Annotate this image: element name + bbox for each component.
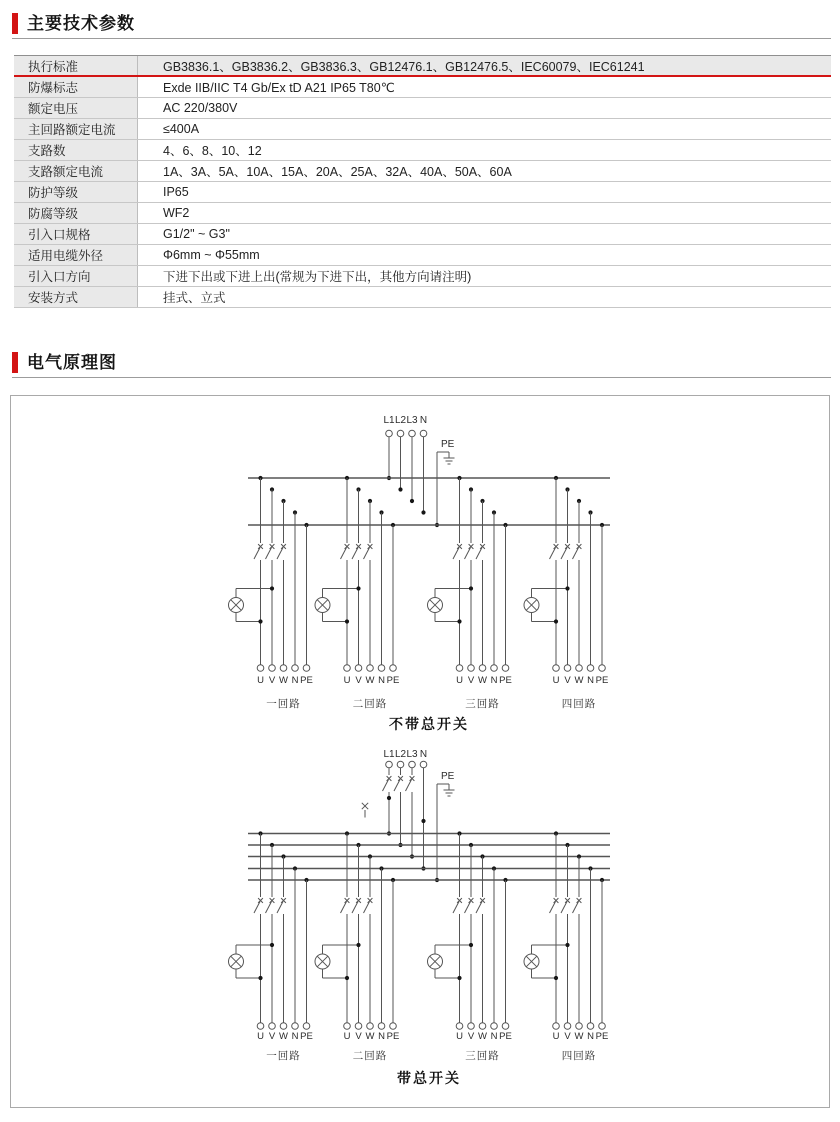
table-row	[14, 266, 831, 287]
branch-label: 二回路	[352, 1050, 388, 1062]
terminal-label: PE	[386, 1031, 400, 1042]
terminal-label: W	[365, 675, 375, 686]
param-label: 额定电压	[14, 98, 138, 118]
terminal-label: U	[552, 675, 560, 686]
terminal-label: N	[587, 675, 594, 686]
param-value: AC 220/380V	[163, 101, 238, 115]
branch-label: 四回路	[561, 698, 597, 710]
diagram-title: 带总开关	[397, 1070, 461, 1086]
terminal-label: U	[257, 1031, 264, 1042]
terminal-label: U	[552, 1031, 560, 1042]
incoming-label: N	[419, 415, 428, 426]
terminal-label: PE	[595, 1031, 609, 1042]
terminal-label: N	[587, 1031, 594, 1042]
table-row	[14, 224, 831, 245]
terminal-label: W	[574, 1031, 584, 1042]
terminal-label: V	[564, 1031, 571, 1042]
param-label: 执行标准	[14, 56, 138, 75]
diagram-title: 不带总开关	[389, 716, 469, 732]
table-row	[14, 287, 831, 308]
table-row	[14, 77, 831, 98]
branch-label: 四回路	[561, 1050, 597, 1062]
terminal-label: W	[279, 675, 288, 686]
pe-label: PE	[441, 771, 455, 782]
red-bar-icon	[12, 352, 18, 373]
terminal-label: PE	[300, 1031, 313, 1042]
terminal-label: U	[456, 675, 463, 686]
param-value: G1/2" ~ G3"	[163, 227, 230, 241]
terminal-label: V	[355, 675, 362, 686]
param-label: 防护等级	[14, 182, 138, 202]
terminal-label: W	[365, 1031, 375, 1042]
terminal-label: V	[355, 1031, 362, 1042]
terminal-label: N	[490, 1031, 498, 1042]
branch-label: 三回路	[465, 698, 500, 710]
terminal-label: PE	[595, 675, 609, 686]
schematic-box	[10, 395, 830, 1108]
terminal-label: U	[456, 1031, 463, 1042]
param-value: IP65	[163, 185, 189, 199]
terminal-label: U	[343, 675, 351, 686]
terminal-label: V	[268, 675, 276, 686]
params-table	[14, 55, 831, 308]
incoming-label: L1	[383, 749, 395, 760]
terminal-label: N	[490, 675, 498, 686]
terminal-label: N	[291, 675, 299, 686]
terminal-label: N	[378, 675, 385, 686]
param-value: Exde IIB/IIC T4 Gb/Ex tD A21 IP65 T80℃	[163, 80, 395, 95]
table-row	[14, 203, 831, 224]
terminal-label: V	[467, 1031, 475, 1042]
table-row	[14, 119, 831, 140]
terminal-label: W	[574, 675, 584, 686]
terminal-label: V	[467, 675, 475, 686]
terminal-label: PE	[386, 675, 400, 686]
terminal-label: N	[291, 1031, 299, 1042]
param-label: 引入口规格	[14, 224, 138, 244]
terminal-label: U	[257, 675, 264, 686]
table-row	[14, 140, 831, 161]
terminal-label: N	[378, 1031, 385, 1042]
schematic-section-title: 电气原理图	[27, 353, 117, 372]
branch-label: 二回路	[352, 698, 388, 710]
branch-label: 一回路	[266, 1050, 301, 1062]
branch-label: 一回路	[266, 698, 301, 710]
terminal-label: PE	[300, 675, 313, 686]
terminal-label: W	[478, 1031, 487, 1042]
table-row	[14, 182, 831, 203]
incoming-label: L1	[383, 415, 395, 426]
incoming-label: L2	[394, 749, 407, 760]
branch-label: 三回路	[465, 1050, 500, 1062]
param-value: 挂式、立式	[163, 291, 226, 305]
param-label: 主回路额定电流	[14, 119, 138, 139]
terminal-label: W	[478, 675, 487, 686]
terminal-label: U	[343, 1031, 351, 1042]
param-label: 安装方式	[14, 287, 138, 307]
table-row	[14, 98, 831, 119]
param-value: WF2	[163, 206, 190, 220]
terminal-label: PE	[499, 1031, 512, 1042]
param-label: 防腐等级	[14, 203, 138, 223]
param-value: ≤400A	[163, 122, 200, 136]
param-value: GB3836.1、GB3836.2、GB3836.3、GB12476.1、GB12476.5、IEC60079、IEC61241	[163, 59, 645, 74]
terminal-label: V	[268, 1031, 276, 1042]
param-label: 支路数	[14, 140, 138, 160]
param-label: 支路额定电流	[14, 161, 138, 181]
table-row	[14, 161, 831, 182]
table-row	[14, 245, 831, 266]
pe-label: PE	[441, 439, 455, 450]
terminal-label: PE	[499, 675, 512, 686]
param-value: Φ6mm ~ Φ55mm	[163, 248, 260, 262]
incoming-label: L3	[406, 749, 418, 760]
params-section-title: 主要技术参数	[27, 14, 135, 33]
red-bar-icon	[12, 13, 18, 34]
incoming-label: N	[419, 749, 428, 760]
section-header-params	[12, 12, 831, 39]
table-row	[14, 56, 831, 77]
param-label: 引入口方向	[14, 266, 138, 286]
incoming-label: L3	[406, 415, 418, 426]
param-label: 防爆标志	[14, 77, 138, 97]
param-value: 下进下出或下进上出(常规为下进下出，其他方向请注明)	[163, 270, 472, 284]
param-label: 适用电缆外径	[14, 245, 138, 265]
terminal-label: W	[279, 1031, 288, 1042]
section-header-schematic	[12, 351, 831, 378]
incoming-label: L2	[394, 415, 407, 426]
param-value: 4、6、8、10、12	[163, 144, 262, 158]
param-value: 1A、3A、5A、10A、15A、20A、25A、32A、40A、50A、60A	[163, 165, 512, 179]
terminal-label: V	[564, 675, 571, 686]
